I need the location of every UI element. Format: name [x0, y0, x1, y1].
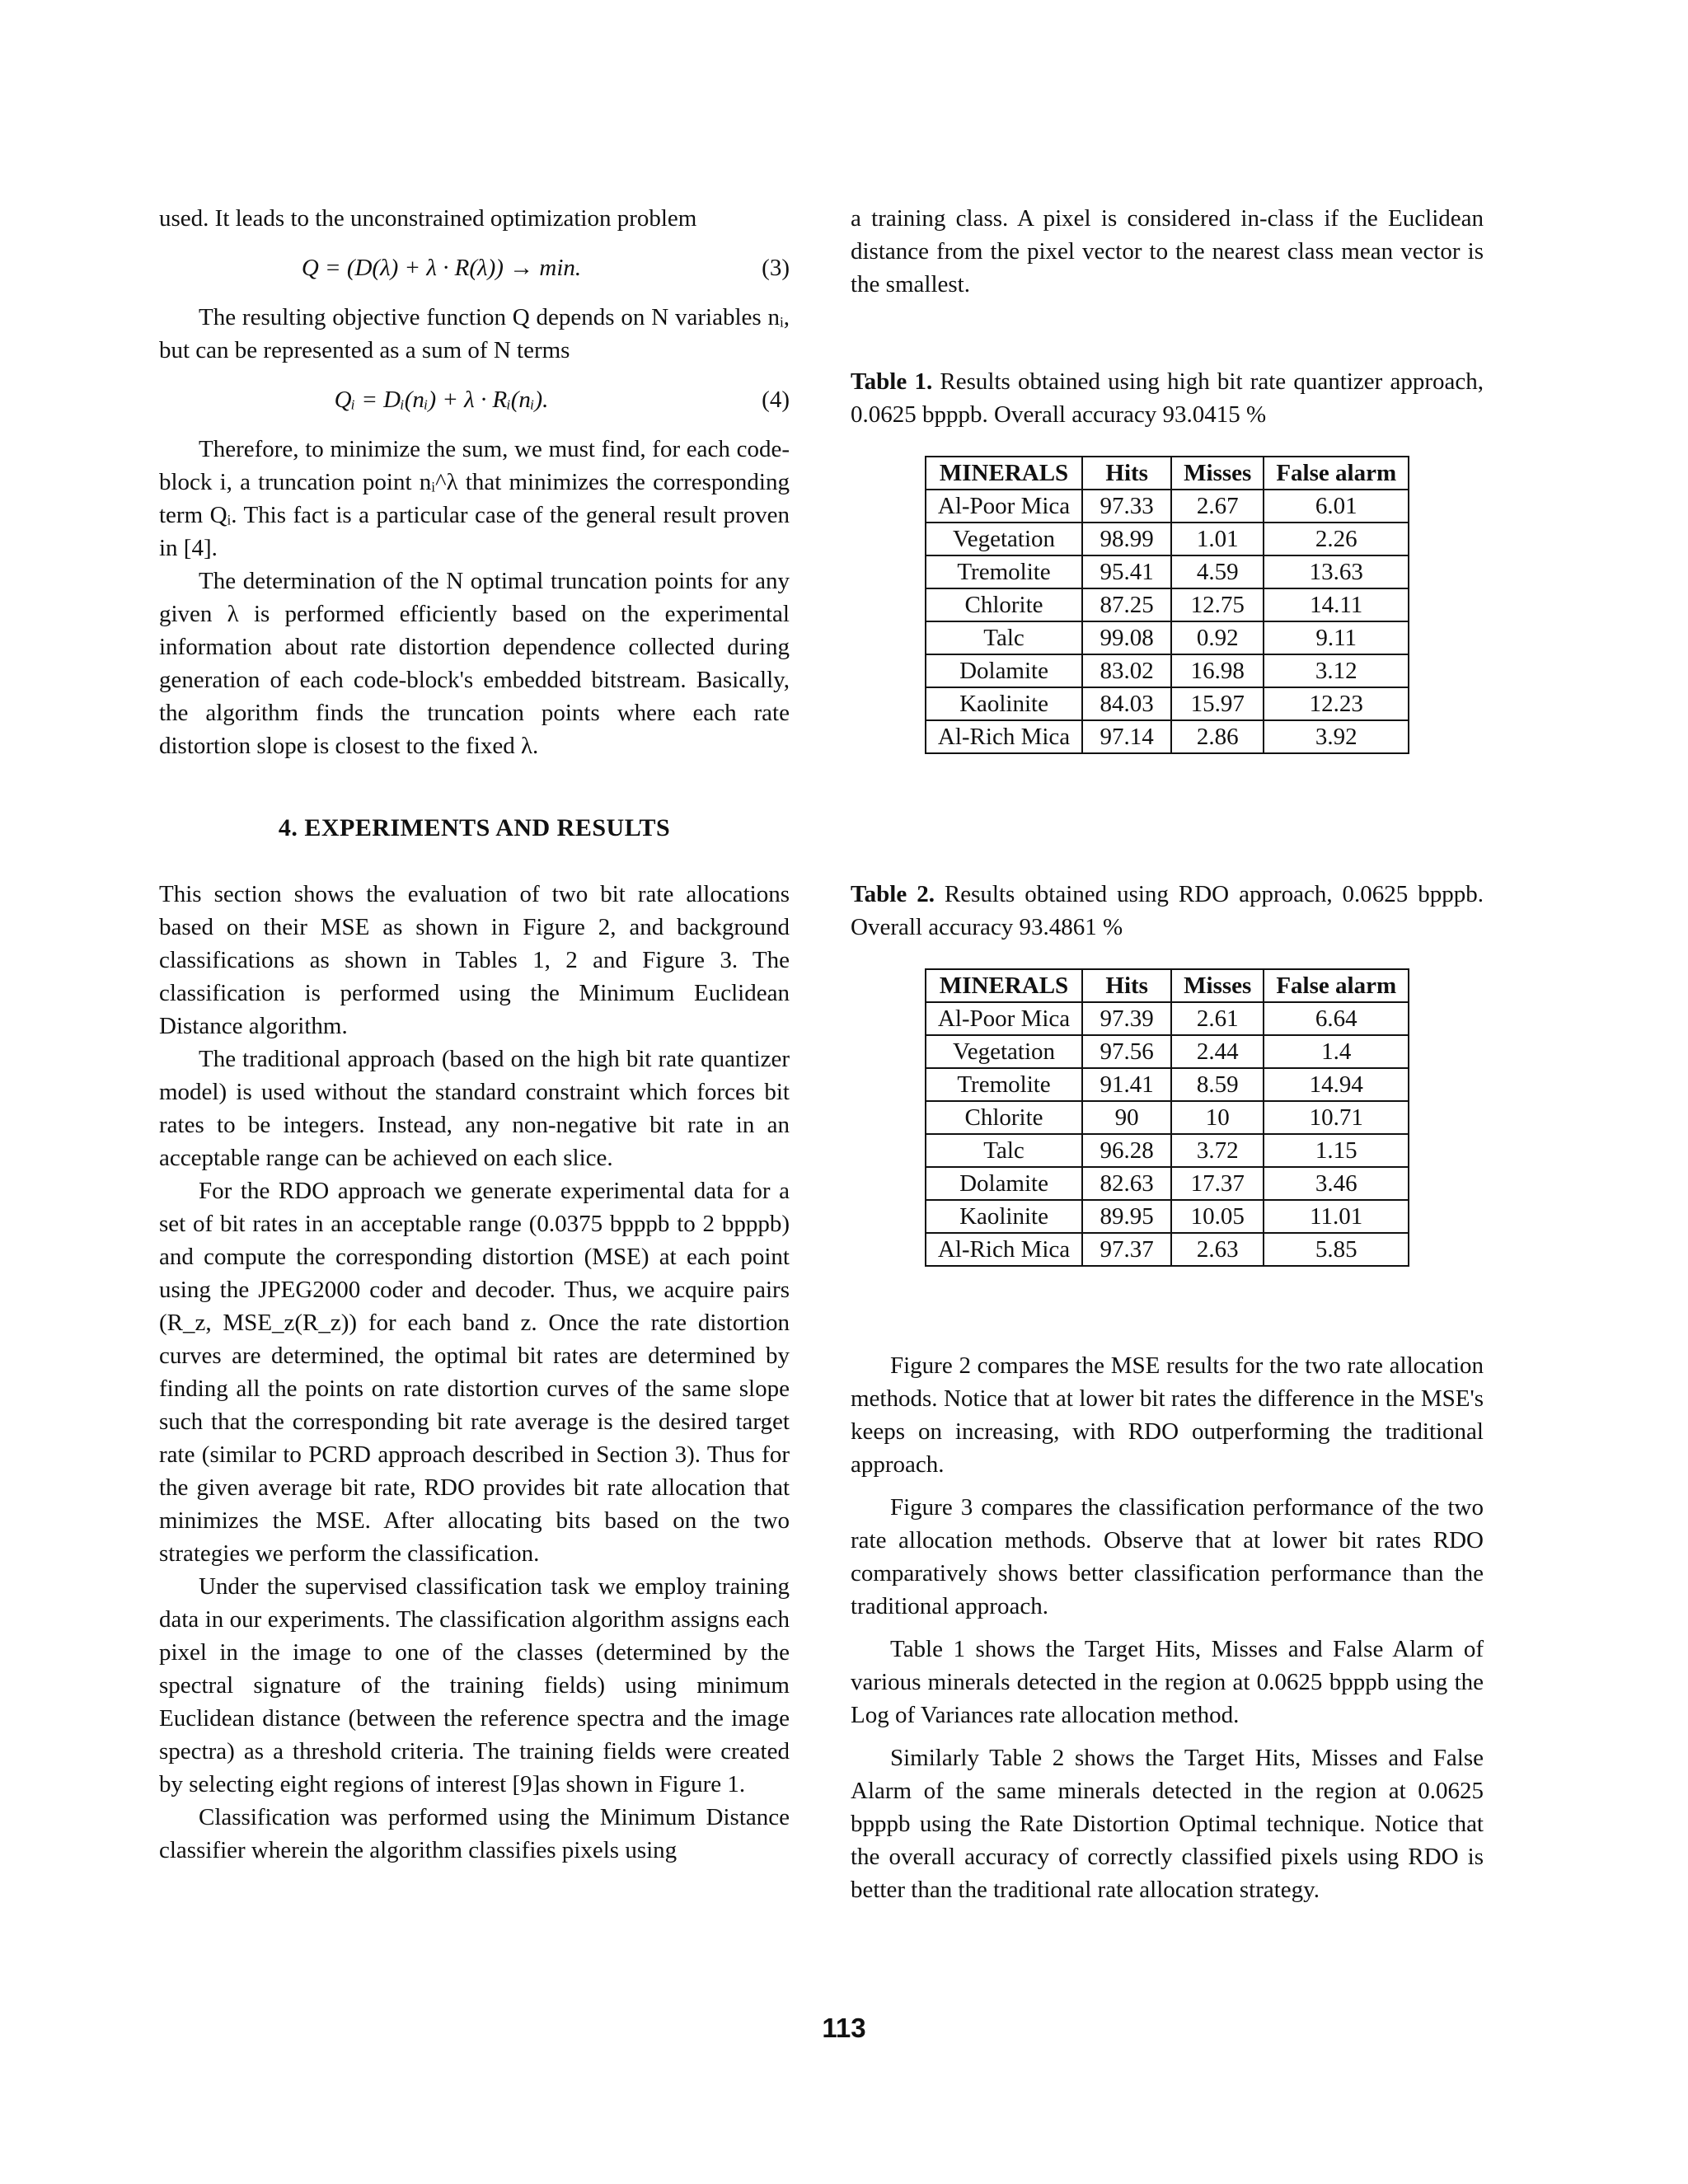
value-cell: 13.63 [1264, 555, 1409, 588]
mineral-cell: Dolamite [926, 1167, 1082, 1200]
mineral-cell: Chlorite [926, 1101, 1082, 1134]
table-row [926, 1233, 1409, 1266]
mineral-cell: Tremolite [926, 1068, 1082, 1101]
value-cell: 3.12 [1264, 654, 1409, 687]
paragraph: The resulting objective function Q depends on N variables nᵢ, but can be represented as a sum of N terms [159, 304, 790, 363]
value-cell: 2.63 [1171, 1233, 1264, 1266]
table-header-row [926, 969, 1409, 1002]
value-cell: 2.67 [1171, 490, 1264, 523]
table-row [926, 687, 1409, 720]
value-cell: 2.86 [1171, 720, 1264, 753]
table-row [926, 621, 1409, 654]
paragraph: Classification was performed using the Minimum Distance classifier wherein the algorithm classifies pixels using [159, 1804, 790, 1863]
value-cell: 10.05 [1171, 1200, 1264, 1233]
value-cell: 1.15 [1264, 1134, 1409, 1167]
equation-number: (3) [762, 255, 790, 281]
value-cell: 84.03 [1082, 687, 1171, 720]
value-cell: 91.41 [1082, 1068, 1171, 1101]
column-header: Hits [1082, 457, 1171, 490]
mineral-cell: Talc [926, 621, 1082, 654]
value-cell: 2.26 [1264, 523, 1409, 555]
mineral-cell: Dolamite [926, 654, 1082, 687]
column-header: False alarm [1264, 969, 1409, 1002]
value-cell: 97.14 [1082, 720, 1171, 753]
table-row [926, 523, 1409, 555]
value-cell: 97.39 [1082, 1002, 1171, 1035]
value-cell: 1.01 [1171, 523, 1264, 555]
column-header: Hits [1082, 969, 1171, 1002]
table-row [926, 1167, 1409, 1200]
paragraph: Figure 3 compares the classification performance of the two rate allocation methods. Observe that at lower bit rates RDO comparatively shows better classification performance than the traditional approach. [851, 1494, 1484, 1619]
value-cell: 3.92 [1264, 720, 1409, 753]
value-cell: 11.01 [1264, 1200, 1409, 1233]
value-cell: 5.85 [1264, 1233, 1409, 1266]
section-heading: 4. EXPERIMENTS AND RESULTS [278, 814, 671, 841]
caption-text: Results obtained using high bit rate quantizer approach, 0.0625 bpppb. Overall accuracy 93.0415 % [851, 368, 1484, 428]
value-cell: 89.95 [1082, 1200, 1171, 1233]
right-column [851, 202, 1484, 1906]
mineral-cell: Talc [926, 1134, 1082, 1167]
value-cell: 97.33 [1082, 490, 1171, 523]
mineral-cell: Kaolinite [926, 1200, 1082, 1233]
value-cell: 99.08 [1082, 621, 1171, 654]
mineral-cell: Al-Poor Mica [926, 490, 1082, 523]
value-cell: 8.59 [1171, 1068, 1264, 1101]
value-cell: 1.4 [1264, 1035, 1409, 1068]
mineral-cell: Al-Poor Mica [926, 1002, 1082, 1035]
equation-3 [159, 235, 790, 301]
value-cell: 2.61 [1171, 1002, 1264, 1035]
left-column [159, 202, 790, 1867]
table-row [926, 490, 1409, 523]
mineral-cell: Vegetation [926, 1035, 1082, 1068]
table-row [926, 1068, 1409, 1101]
value-cell: 0.92 [1171, 621, 1264, 654]
paragraph: Therefore, to minimize the sum, we must find, for each code-block i, a truncation point nᵢ^λ that minimizes the corresponding term Qᵢ. This fact is a particular case of the general result proven in [4]. [159, 436, 790, 561]
value-cell: 15.97 [1171, 687, 1264, 720]
value-cell: 12.23 [1264, 687, 1409, 720]
value-cell: 12.75 [1171, 588, 1264, 621]
table-row [926, 720, 1409, 753]
paragraph: Table 1 shows the Target Hits, Misses and False Alarm of various minerals detected in the region at 0.0625 bpppb using the Log of Variances rate allocation method. [851, 1636, 1484, 1728]
value-cell: 82.63 [1082, 1167, 1171, 1200]
paragraph: Similarly Table 2 shows the Target Hits, Misses and False Alarm of the same minerals detected in the region at 0.0625 bpppb using the Rate Distortion Optimal technique. Notice that the overall accuracy of correctly classified pixels using RDO is better than the traditional rate allocation strategy. [851, 1745, 1484, 1903]
table-row [926, 555, 1409, 588]
value-cell: 10.71 [1264, 1101, 1409, 1134]
column-header: MINERALS [926, 457, 1082, 490]
paragraph: The traditional approach (based on the high bit rate quantizer model) is used without the standard constraint which forces bit rates to be integers. Instead, any non-negative bit rate in an acceptable range can be achieved on each slice. [159, 1046, 790, 1171]
table-header-row [926, 457, 1409, 490]
equation-expression: Qᵢ = Dᵢ(nᵢ) + λ · Rᵢ(nᵢ). [334, 387, 549, 413]
table-row [926, 1101, 1409, 1134]
mineral-cell: Chlorite [926, 588, 1082, 621]
mineral-cell: Tremolite [926, 555, 1082, 588]
paragraph: For the RDO approach we generate experimental data for a set of bit rates in an acceptable range (0.0375 bpppb to 2 bpppb) and compute the corresponding distortion (MSE) at each point using the JPEG2000 coder and decoder. Thus, we acquire pairs (R_z, MSE_z(R_z)) for each band z. Once the rate distortion curves are determined, the optimal bit rates are determined by finding all the points on rate distortion curves of the same slope such that the corresponding bit rate average is the desired target rate (similar to PCRD approach described in Section 3). Thus for the given average bit rate, RDO provides bit rate allocation that minimizes the MSE. After allocating bits based on the two strategies we perform the classification. [159, 1178, 790, 1567]
paragraph: Under the supervised classification task we employ training data in our experiments. The classification algorithm assigns each pixel in the image to one of the classes (determined by the spectral signature of the training fields) using minimum Euclidean distance (between the reference spectra and the image spectra) as a threshold criteria. The training fields were created by selecting eight regions of interest [9]as shown in Figure 1. [159, 1573, 790, 1797]
table-row [926, 1134, 1409, 1167]
paragraph: used. It leads to the unconstrained optimization problem [159, 205, 697, 232]
value-cell: 9.11 [1264, 621, 1409, 654]
paragraph: Figure 2 compares the MSE results for the two rate allocation methods. Notice that at lower bit rates the difference in the MSE's keeps on increasing, with RDO outperforming the traditional approach. [851, 1352, 1484, 1478]
value-cell: 3.72 [1171, 1134, 1264, 1167]
table-row [926, 1200, 1409, 1233]
results-table-2 [925, 968, 1409, 1267]
paragraph: a training class. A pixel is considered in-class if the Euclidean distance from the pixel vector to the nearest class mean vector is the smallest. [851, 205, 1484, 298]
mineral-cell: Al-Rich Mica [926, 720, 1082, 753]
equation-expression: Q = (D(λ) + λ · R(λ)) → min. [301, 255, 582, 281]
value-cell: 6.01 [1264, 490, 1409, 523]
table-label: Table 1. [851, 368, 933, 395]
table-row [926, 1035, 1409, 1068]
caption-text: Results obtained using RDO approach, 0.0625 bpppb. Overall accuracy 93.4861 % [851, 881, 1484, 940]
paragraph: The determination of the N optimal truncation points for any given λ is performed efficiently based on the experimental information about rate distortion dependence collected during generation of each code-block's embedded bitstream. Basically, the algorithm finds the truncation points where each rate distortion slope is closest to the fixed λ. [159, 568, 790, 759]
table-label: Table 2. [851, 881, 935, 907]
table-row [926, 588, 1409, 621]
value-cell: 83.02 [1082, 654, 1171, 687]
column-header: Misses [1171, 457, 1264, 490]
value-cell: 97.56 [1082, 1035, 1171, 1068]
value-cell: 87.25 [1082, 588, 1171, 621]
value-cell: 95.41 [1082, 555, 1171, 588]
value-cell: 97.37 [1082, 1233, 1171, 1266]
value-cell: 14.94 [1264, 1068, 1409, 1101]
value-cell: 14.11 [1264, 588, 1409, 621]
column-header: MINERALS [926, 969, 1082, 1002]
table-2-caption [851, 878, 1484, 944]
value-cell: 16.98 [1171, 654, 1264, 687]
table-row [926, 1002, 1409, 1035]
equation-4 [159, 367, 790, 433]
page-number: 113 [822, 2013, 866, 2043]
results-table-1 [925, 456, 1409, 754]
value-cell: 3.46 [1264, 1167, 1409, 1200]
value-cell: 4.59 [1171, 555, 1264, 588]
mineral-cell: Vegetation [926, 523, 1082, 555]
table-row [926, 654, 1409, 687]
value-cell: 98.99 [1082, 523, 1171, 555]
mineral-cell: Kaolinite [926, 687, 1082, 720]
column-header: Misses [1171, 969, 1264, 1002]
paragraph: This section shows the evaluation of two bit rate allocations based on their MSE as shown in Figure 2, and background classifications as shown in Tables 1, 2 and Figure 3. The classification is performed using the Minimum Euclidean Distance algorithm. [159, 881, 790, 1039]
value-cell: 6.64 [1264, 1002, 1409, 1035]
value-cell: 10 [1171, 1101, 1264, 1134]
value-cell: 96.28 [1082, 1134, 1171, 1167]
equation-number: (4) [762, 387, 790, 413]
column-header: False alarm [1264, 457, 1409, 490]
table-1-caption [851, 365, 1484, 431]
value-cell: 17.37 [1171, 1167, 1264, 1200]
value-cell: 2.44 [1171, 1035, 1264, 1068]
value-cell: 90 [1082, 1101, 1171, 1134]
mineral-cell: Al-Rich Mica [926, 1233, 1082, 1266]
